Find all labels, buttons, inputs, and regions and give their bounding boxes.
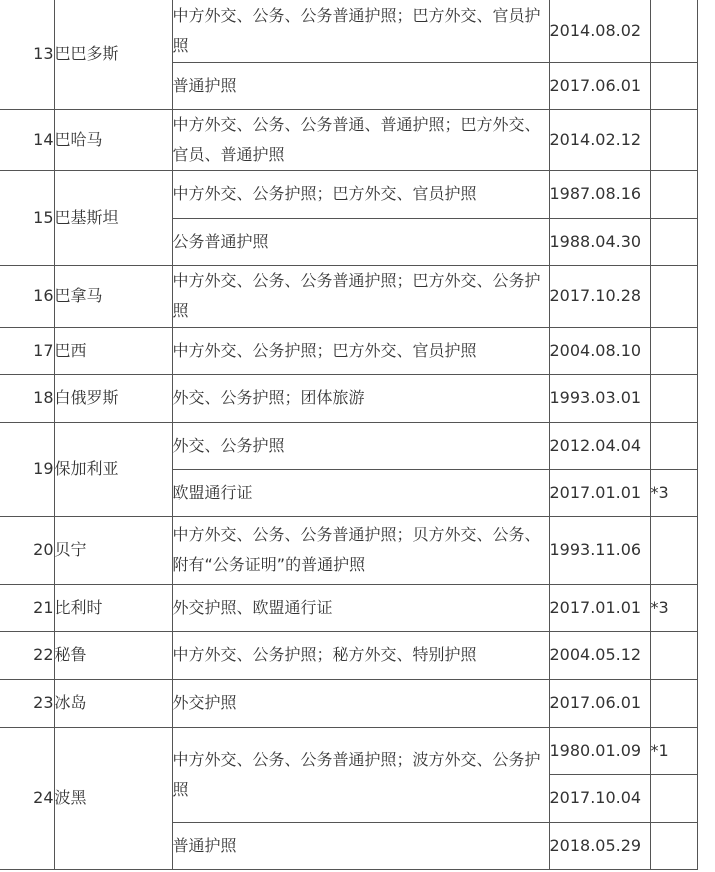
note-marker	[650, 0, 697, 62]
passport-scope: 中方外交、公务、公务普通、普通护照；巴方外交、官员、普通护照	[172, 109, 549, 170]
passport-scope: 外交护照、欧盟通行证	[172, 584, 549, 631]
note-marker	[650, 422, 697, 469]
note-marker	[650, 631, 697, 679]
table-row	[0, 265, 697, 327]
effective-date: 2012.04.04	[549, 422, 650, 469]
effective-date: 1993.03.01	[549, 374, 650, 422]
note-marker	[650, 516, 697, 584]
row-number: 20	[0, 516, 54, 584]
table-row	[0, 516, 697, 584]
table-row	[0, 327, 697, 374]
country-name: 比利时	[54, 584, 172, 631]
note-marker	[650, 822, 697, 869]
country-name: 巴巴多斯	[54, 0, 172, 109]
effective-date: 2018.05.29	[549, 822, 650, 869]
passport-scope: 外交、公务护照	[172, 422, 549, 469]
note-marker: *3	[650, 584, 697, 631]
effective-date: 1993.11.06	[549, 516, 650, 584]
note-marker	[650, 218, 697, 265]
row-number: 19	[0, 422, 54, 516]
row-number: 18	[0, 374, 54, 422]
country-name: 贝宁	[54, 516, 172, 584]
passport-scope: 中方外交、公务、公务普通护照；巴方外交、官员护照	[172, 0, 549, 62]
table-row	[0, 170, 697, 218]
effective-date: 2017.01.01	[549, 469, 650, 516]
passport-scope: 普通护照	[172, 62, 549, 109]
note-marker	[650, 170, 697, 218]
passport-scope: 中方外交、公务护照；巴方外交、官员护照	[172, 170, 549, 218]
passport-scope: 外交护照	[172, 679, 549, 727]
effective-date: 2014.02.12	[549, 109, 650, 170]
passport-scope: 外交、公务护照；团体旅游	[172, 374, 549, 422]
effective-date: 1980.01.09	[549, 727, 650, 774]
country-name: 保加利亚	[54, 422, 172, 516]
country-name: 白俄罗斯	[54, 374, 172, 422]
passport-scope: 中方外交、公务护照；秘方外交、特别护照	[172, 631, 549, 679]
note-marker	[650, 265, 697, 327]
note-marker	[650, 327, 697, 374]
passport-scope: 中方外交、公务、公务普通护照；波方外交、公务护照	[172, 727, 549, 822]
effective-date: 2017.10.28	[549, 265, 650, 327]
table-row	[0, 631, 697, 679]
country-name: 巴西	[54, 327, 172, 374]
effective-date: 1987.08.16	[549, 170, 650, 218]
table-row	[0, 0, 697, 62]
row-number: 14	[0, 109, 54, 170]
row-number: 16	[0, 265, 54, 327]
effective-date: 2017.01.01	[549, 584, 650, 631]
note-marker	[650, 62, 697, 109]
effective-date: 1988.04.30	[549, 218, 650, 265]
note-marker: *3	[650, 469, 697, 516]
effective-date: 2017.10.04	[549, 774, 650, 822]
row-number: 13	[0, 0, 54, 109]
passport-scope: 中方外交、公务、公务普通护照；贝方外交、公务、附有“公务证明”的普通护照	[172, 516, 549, 584]
table-row	[0, 727, 697, 774]
effective-date: 2014.08.02	[549, 0, 650, 62]
passport-scope: 中方外交、公务、公务普通护照；巴方外交、公务护照	[172, 265, 549, 327]
table-row	[0, 679, 697, 727]
passport-scope: 普通护照	[172, 822, 549, 869]
country-name: 巴拿马	[54, 265, 172, 327]
country-name: 巴哈马	[54, 109, 172, 170]
effective-date: 2004.05.12	[549, 631, 650, 679]
row-number: 24	[0, 727, 54, 869]
effective-date: 2017.06.01	[549, 62, 650, 109]
country-name: 秘鲁	[54, 631, 172, 679]
row-number: 23	[0, 679, 54, 727]
table-row	[0, 109, 697, 170]
note-marker: *1	[650, 727, 697, 774]
note-marker	[650, 374, 697, 422]
table-row	[0, 374, 697, 422]
table-row	[0, 422, 697, 469]
note-marker	[650, 679, 697, 727]
note-marker	[650, 774, 697, 822]
passport-scope: 公务普通护照	[172, 218, 549, 265]
row-number: 21	[0, 584, 54, 631]
passport-scope: 欧盟通行证	[172, 469, 549, 516]
effective-date: 2017.06.01	[549, 679, 650, 727]
row-number: 17	[0, 327, 54, 374]
row-number: 22	[0, 631, 54, 679]
country-name: 波黑	[54, 727, 172, 869]
note-marker	[650, 109, 697, 170]
effective-date: 2004.08.10	[549, 327, 650, 374]
passport-scope: 中方外交、公务护照；巴方外交、官员护照	[172, 327, 549, 374]
country-name: 巴基斯坦	[54, 170, 172, 265]
row-number: 15	[0, 170, 54, 265]
table-row	[0, 584, 697, 631]
country-name: 冰岛	[54, 679, 172, 727]
